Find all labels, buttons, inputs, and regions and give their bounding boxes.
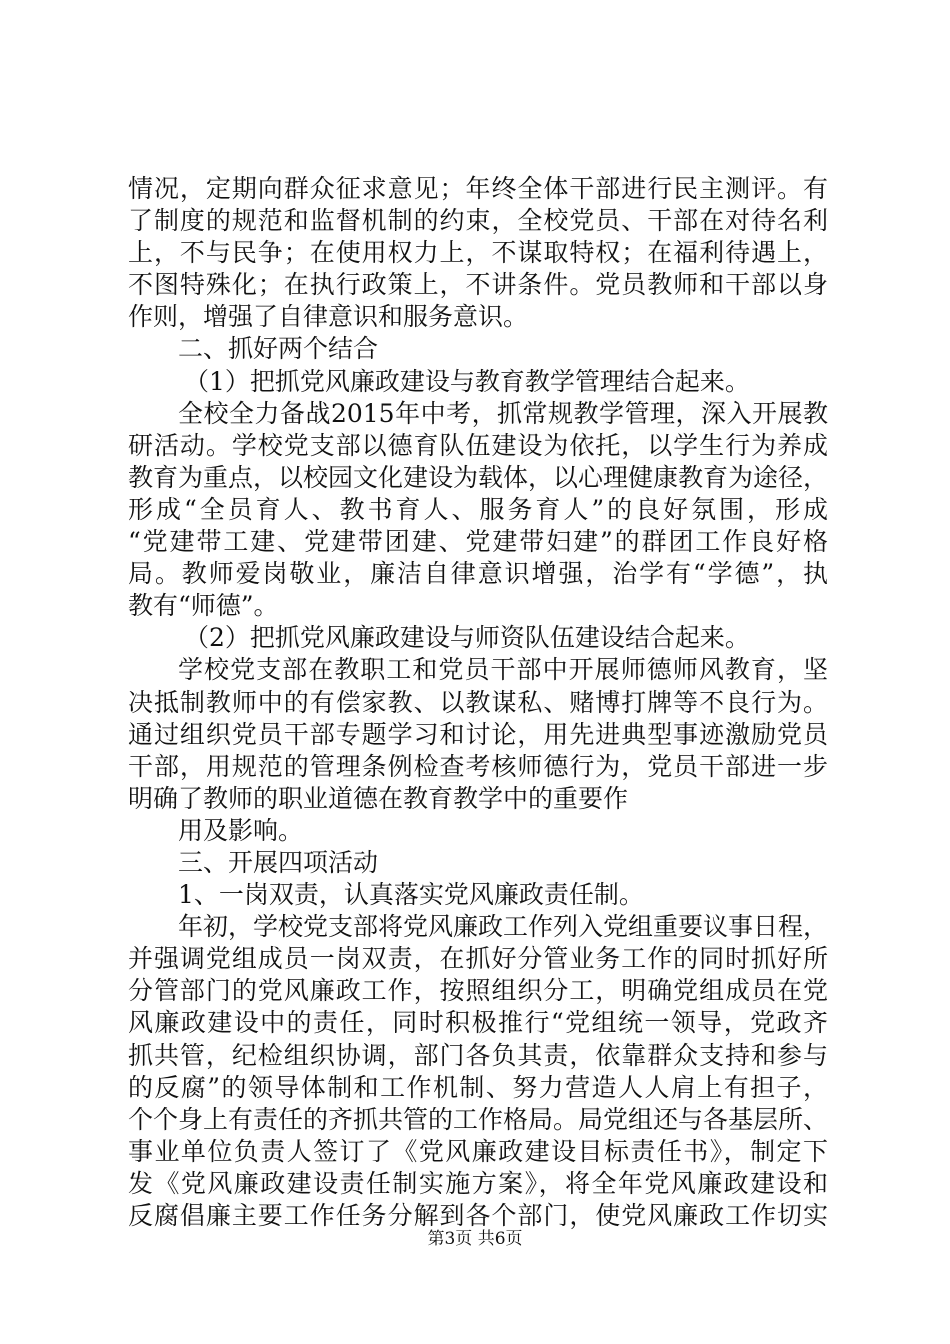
text-line: 通过组织党员干部专题学习和讨论，用先进典型事迹激励党员 [128, 719, 828, 749]
text-line: 教育为重点，以校园文化建设为载体，以心理健康教育为途径， [128, 462, 829, 492]
text-line: 的反腐”的领导体制和工作机制、努力营造人人肩上有担子， [128, 1072, 828, 1102]
text-line: 风廉政建设中的责任，同时积极推行“党组统一领导，党政齐 [128, 1008, 828, 1038]
text-line: 事业单位负责人签订了《党风廉政建设目标责任书》，制定下 [128, 1136, 828, 1166]
text-line: 研活动。学校党支部以德育队伍建设为依托，以学生行为养成 [128, 430, 828, 460]
text-line: 局。教师爱岗敬业，廉洁自律意识增强，治学有“学德”，执 [128, 559, 828, 589]
subsection-heading: （2）把抓党风廉政建设与师资队伍建设结合起来。 [184, 623, 750, 653]
text-line: 年初，学校党支部将党风廉政工作列入党组重要议事日程， [178, 912, 829, 942]
text-line: 学校党支部在教职工和党员干部中开展师德师风教育，坚 [178, 655, 828, 685]
subsection-heading: （1）把抓党风廉政建设与教育教学管理结合起来。 [184, 366, 750, 396]
text-line: 情况，定期向群众征求意见；年终全体干部进行民主测评。有 [128, 174, 828, 203]
text-line: 决抵制教师中的有偿家教、以教谋私、赌博打牌等不良行为。 [128, 687, 828, 717]
text-line: 个个身上有责任的齐抓共管的工作格局。局党组还与各基层所、 [128, 1104, 829, 1134]
text-line: 反腐倡廉主要工作任务分解到各个部门，使党风廉政工作切实 [128, 1201, 828, 1230]
text-line: 形成“全员育人、教书育人、服务育人”的良好氛围，形成 [128, 494, 828, 524]
section-heading: 二、抓好两个结合 [178, 334, 379, 364]
text-line: 发《党风廉政建设责任制实施方案》，将全年党风廉政建设和 [128, 1168, 828, 1198]
text-line: 并强调党组成员一岗双责，在抓好分管业务工作的同时抓好所 [128, 944, 828, 974]
page-footer [0, 1228, 950, 1250]
text-line: “党建带工建、党建带团建、党建带妇建”的群团工作良好格 [128, 527, 828, 557]
section-heading: 三、开展四项活动 [178, 847, 379, 877]
text-line: 抓共管，纪检组织协调，部门各负其责，依靠群众支持和参与 [128, 1040, 828, 1070]
text-line: 作则，增强了自律意识和服务意识。 [128, 302, 529, 332]
subsection-heading: 1、一岗双责，认真落实党风廉政责任制。 [178, 880, 644, 910]
text-line: 不图特殊化；在执行政策上，不讲条件。党员教师和干部以身 [128, 270, 828, 300]
text-line: 用及影响。 [178, 815, 304, 845]
text-line: 分管部门的党风廉政工作，按照组织分工，明确党组成员在党 [128, 976, 828, 1006]
document-body [128, 173, 828, 1232]
text-line: 明确了教师的职业道德在教育教学中的重要作 [128, 783, 629, 813]
text-line: 干部，用规范的管理条例检查考核师德行为，党员干部进一步 [128, 751, 828, 781]
text-line: 教有“师德”。 [128, 591, 279, 621]
text-line: 全校全力备战2015年中考，抓常规教学管理，深入开展教 [178, 398, 828, 428]
text-line: 了制度的规范和监督机制的约束，全校党员、干部在对待名利 [128, 206, 828, 236]
text-line: 上，不与民争；在使用权力上，不谋取特权；在福利待遇上， [128, 238, 828, 268]
page-number: 第3页 共6页 [427, 1229, 523, 1249]
